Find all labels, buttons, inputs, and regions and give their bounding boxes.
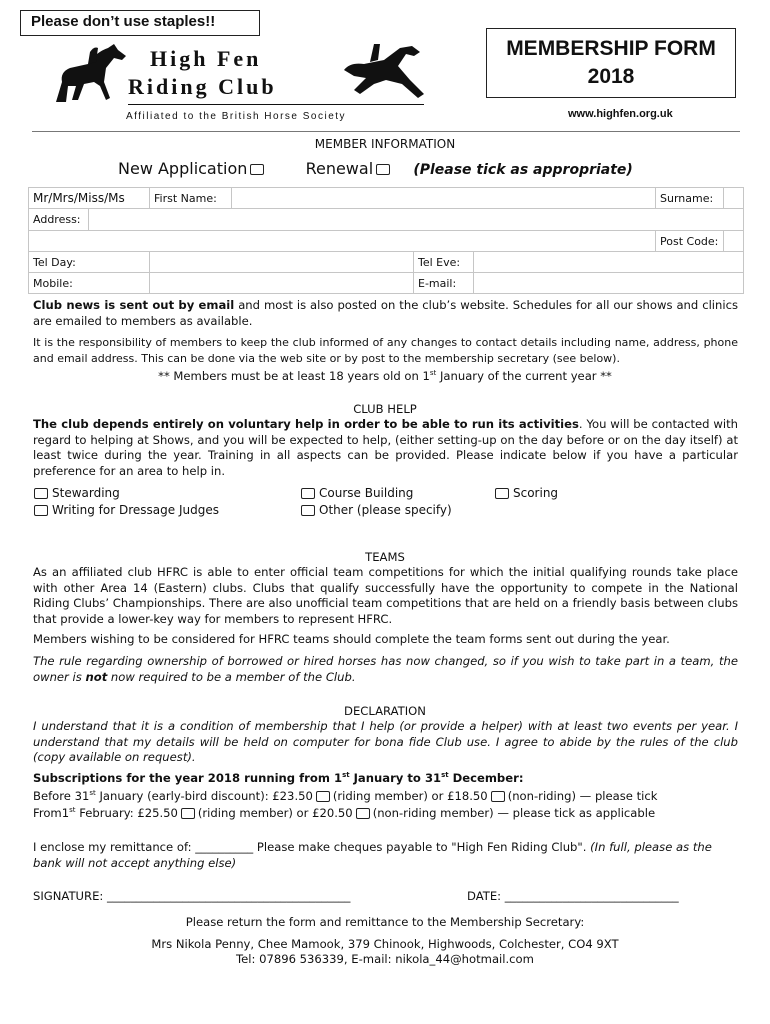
return-instructions: Please return the form and remittance to the Membership Secretary: [185,915,585,929]
tel-eve-label: Tel Eve: [414,252,474,273]
writing-dressage-label: Writing for Dressage Judges [52,503,219,517]
before-jan-row [33,789,738,805]
before-text-c: (riding member) or £18.50 [332,789,488,803]
other-checkbox[interactable] [301,505,315,516]
post-code-field[interactable] [724,231,744,252]
other-label: Other (please specify) [319,503,452,517]
tel-day-label: Tel Day: [29,252,150,273]
teams-paragraph-2: Members wishing to be considered for HFRC teams should complete the team forms sent out during the year. [33,632,670,646]
surname-label: Surname: [656,188,724,209]
new-application-label: New Application [118,159,248,178]
declaration-heading: DECLARATION [344,704,426,718]
secretary-contact: Tel: 07896 536339, E-mail: nikola_44@hotmail.com [236,952,534,966]
mobile-field[interactable] [150,273,414,294]
title-label: Mr/Mrs/Miss/Ms [29,188,150,209]
subscriptions-heading [33,771,738,787]
member-details-table [28,187,744,294]
mobile-label: Mobile: [29,273,150,294]
form-year: 2018 [587,65,635,88]
club-news-bold: Club news is sent out by email [33,298,235,312]
website-link[interactable]: www.highfen.org.uk [568,108,673,120]
first-name-label: First Name: [150,188,232,209]
remittance-text: I enclose my remittance of: __________ Please make cheques payable to "High Fen Riding Club". [33,840,591,854]
application-type-row [118,159,633,178]
from-feb-row [33,806,738,822]
form-title: MEMBERSHIP FORM [506,37,716,60]
club-help-paragraph [33,417,738,479]
age-text-b: January of the current year ** [436,369,612,383]
club-help-bold: The club depends entirely on voluntary help in order to be able to run its activities [33,417,579,431]
teams-rule-text-a: The rule regarding ownership of borrowed or hired horses has now changed, so if you wish to take part in a team, the owner is [33,654,738,684]
subs-text-a: Subscriptions for the year 2018 running from 1 [33,771,343,785]
member-info-heading: MEMBER INFORMATION [314,137,456,151]
club-news-text: and most is also posted on the club’s website. Schedules for all our shows and clinics are emailed to members as available. [33,298,739,328]
subs-sup-1: st [342,771,350,780]
option-course-building[interactable] [301,486,413,500]
scoring-label: Scoring [513,486,559,500]
age-text-a: ** Members must be at least 18 years old on 1 [158,369,430,383]
option-writing-dressage[interactable] [34,503,219,517]
logo-underline [128,104,424,105]
from-sup: st [69,806,76,815]
post-code-label: Post Code: [656,231,724,252]
tel-eve-field[interactable] [474,252,744,273]
before-sup: st [89,789,96,798]
course-building-checkbox[interactable] [301,488,315,499]
renewal-label: Renewal [305,159,374,178]
teams-rule-not: not [85,669,108,684]
course-building-label: Course Building [319,486,414,500]
option-other[interactable] [301,503,452,517]
from-text-a: From1 [33,806,70,820]
from-text-b: February: £25.50 [75,806,178,820]
address-field-line2[interactable] [29,231,656,252]
surname-field[interactable] [724,188,744,209]
email-field[interactable] [474,273,744,294]
early-riding-checkbox[interactable] [316,791,330,802]
early-non-riding-checkbox[interactable] [491,791,505,802]
dressage-horse-logo [48,42,138,108]
jumping-horse-logo [340,40,430,106]
remittance-note: (In full, please as the bank will not accept anything else) [33,840,712,870]
standard-non-riding-checkbox[interactable] [356,808,370,819]
address-label: Address: [29,209,89,230]
secretary-address: Mrs Nikola Penny, Chee Mamook, 379 Chinook, Highwoods, Colchester, CO4 9XT [151,937,619,951]
club-help-text: . You will be contacted with regard to helping at Shows, and you will be expected to help, (either setting-up on the day before or on the day itself) at least twice during the year. Training in all aspects can be provided. Please indicate below if you have a particular preference for an area to help in. [33,417,738,478]
email-label: E-mail: [414,273,474,294]
subs-sup-2: st [441,771,449,780]
club-name-line1: High Fen [150,46,262,71]
club-name-line2: Riding Club [128,74,277,99]
signature-line[interactable]: SIGNATURE: __________________________________________ [33,889,351,903]
first-name-field[interactable] [232,188,656,209]
age-sup: st [429,369,437,378]
form-title-box [486,28,736,98]
option-scoring[interactable] [495,486,558,500]
remittance-paragraph [33,840,738,871]
renewal-checkbox[interactable] [376,164,390,175]
teams-paragraph-3 [33,654,738,685]
subs-text-b: January to 31 [349,771,442,785]
teams-heading: TEAMS [365,550,405,564]
tel-day-field[interactable] [150,252,414,273]
stewarding-checkbox[interactable] [34,488,48,499]
new-application-checkbox[interactable] [250,164,264,175]
subs-text-c: December: [448,771,524,785]
affiliation-text: Affiliated to the British Horse Society [126,111,347,122]
header-divider [32,131,740,132]
writing-dressage-checkbox[interactable] [34,505,48,516]
before-text-b: January (early-bird discount): £23.50 [95,789,313,803]
staples-notice: Please don’t use staples!! [20,10,260,36]
teams-paragraph-1: As an affiliated club HFRC is able to enter official team competitions for which the initial qualifying rounds take place with other Area 14 (Eastern) clubs. Clubs that qualify successfully have the opportunity to compete in the National Riding Clubs’ Championships. There are also unofficial team competitions that are held on a friendly basis between clubs that provide a lower-key way for members to represent HFRC. [33,565,738,626]
date-line[interactable]: DATE: ______________________________ [467,889,679,903]
declaration-text: I understand that it is a condition of membership that I help (or provide a helper) with at least two events per year. I understand that my details will be held on computer for bona fide Club use. I agree to abide by the rules of the club (copy available on request). [33,719,738,764]
tick-note: (Please tick as appropriate) [413,162,633,178]
age-requirement [0,369,770,383]
responsibility-paragraph: It is the responsibility of members to keep the club informed of any changes to contact details including name, address, phone and email address. This can be done via the web site or by post to the membership secretary (see below). [33,336,738,365]
scoring-checkbox[interactable] [495,488,509,499]
stewarding-label: Stewarding [52,486,120,500]
teams-rule-text-b: now required to be a member of the Club. [107,669,356,684]
before-text-a: Before 31 [33,789,90,803]
club-news-paragraph [33,298,738,329]
from-text-c: (riding member) or £20.50 [197,806,353,820]
standard-riding-checkbox[interactable] [181,808,195,819]
before-text-d: (non-riding) — please tick [507,789,658,803]
from-text-d: (non-riding member) — please tick as applicable [372,806,656,820]
option-stewarding[interactable] [34,486,120,500]
club-help-heading: CLUB HELP [353,402,417,416]
